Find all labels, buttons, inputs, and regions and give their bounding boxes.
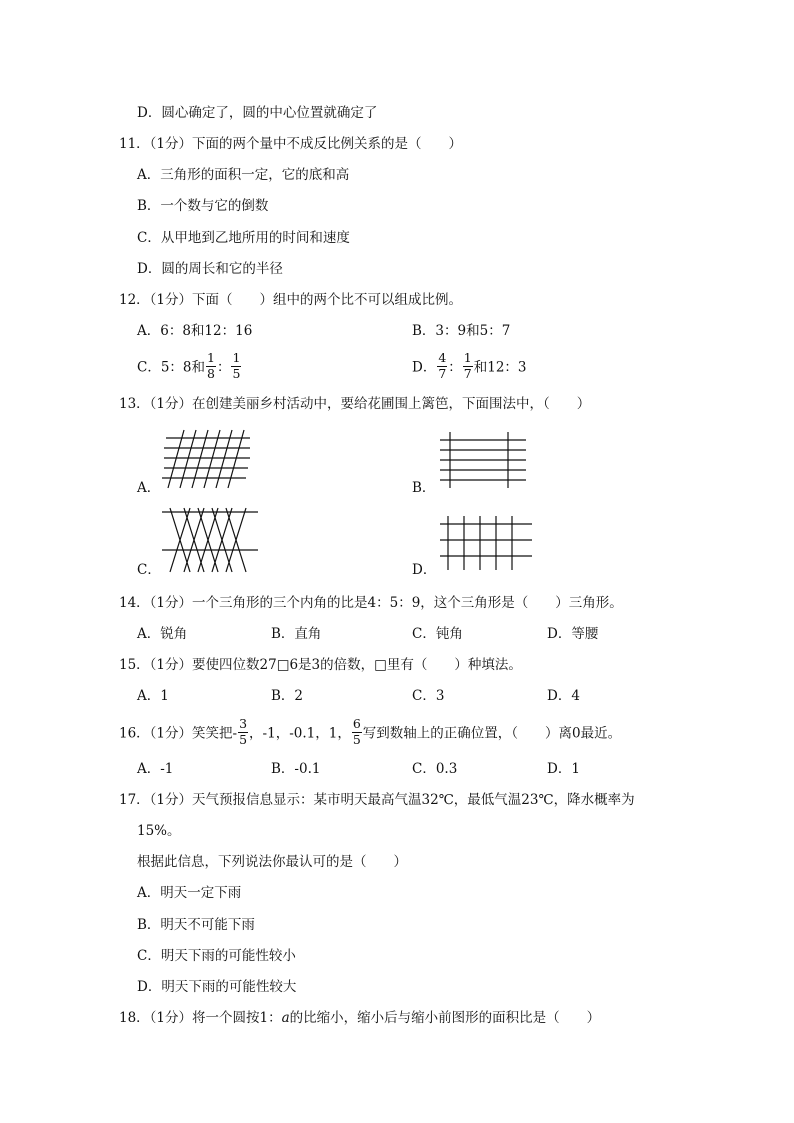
q14-option-d: D．等腰 <box>547 626 599 642</box>
q12-option-c-fraction-2: $\frac{1}{5}$ <box>232 350 241 381</box>
q13-figure-b <box>438 430 530 490</box>
q13-option-c-label: C． <box>137 562 161 578</box>
q15-option-a: A．1 <box>137 688 169 704</box>
q14-option-c: C．钝角 <box>412 626 463 642</box>
q13-figure-d <box>438 514 534 572</box>
q10-option-d: D．圆心确定了，圆的中心位置就确定了 <box>137 105 378 121</box>
q16-option-a: A．-1 <box>137 761 174 777</box>
q16-option-c: C．0.3 <box>412 761 458 777</box>
q16-option-d: D．1 <box>547 761 580 777</box>
q12-option-b: B．3：9和5：7 <box>412 323 511 339</box>
q16-fraction-1: $\frac{3}{5}$ <box>239 716 248 747</box>
q17-stem-line-3: 根据此信息，下列说法你最认可的是（ ） <box>137 854 407 870</box>
q15-option-b: B．2 <box>271 688 304 704</box>
q12-stem: 12．（1分）下面（ ）组中的两个比不可以组成比例。 <box>119 292 463 308</box>
q14-option-a: A．锐角 <box>137 626 188 642</box>
q17-stem-line-1: 17．（1分）天气预报信息显示：某市明天最高气温32℃，最低气温23℃，降水概率为 <box>119 792 635 808</box>
q17-stem-line-2: 15%。 <box>137 823 181 839</box>
q16-fraction-2: $\frac{6}{5}$ <box>352 716 361 747</box>
q16-stem: 16．（1分）笑笑把- $\frac{3}{5}$ ，-1，-0.1，1， $\frac{6}{5}$ 写到数轴上的正确位置，（ ）离0最近。 <box>119 716 622 747</box>
q12-option-d-fraction-1: $\frac{4}{7}$ <box>438 350 447 381</box>
q12-option-c-prefix: C．5：8和 <box>137 359 206 376</box>
q12-option-d: D． $\frac{4}{7}$ ： $\frac{1}{7}$ 和12：3 <box>412 350 527 381</box>
q14-stem: 14．（1分）一个三角形的三个内角的比是4：5：9，这个三角形是（ ）三角形。 <box>119 595 623 611</box>
q13-figure-a <box>160 426 254 492</box>
q15-option-d: D．4 <box>547 688 580 704</box>
q12-option-d-fraction-2: $\frac{1}{7}$ <box>463 350 472 381</box>
q12-option-c: C．5：8和 $\frac{1}{8}$ ： $\frac{1}{5}$ <box>137 350 241 381</box>
q13-option-d-label: D． <box>412 562 437 578</box>
q13-option-b-label: B． <box>412 480 436 496</box>
q13-option-a-label: A． <box>137 480 161 496</box>
q17-option-b: B．明天不可能下雨 <box>137 917 255 933</box>
q15-option-c: C．3 <box>412 688 445 704</box>
q18-variable: a <box>281 1010 290 1026</box>
q12-option-c-fraction-1: $\frac{1}{8}$ <box>207 350 215 381</box>
q12-option-a: A．6：8和12：16 <box>137 323 253 339</box>
q11-stem: 11．（1分）下面的两个量中不成反比例关系的是（ ） <box>119 136 463 152</box>
q15-stem: 15．（1分）要使四位数27□6是3的倍数，□里有（ ）种填法。 <box>119 657 522 673</box>
q17-option-c: C．明天下雨的可能性较小 <box>137 948 296 964</box>
q11-option-c: C．从甲地到乙地所用的时间和速度 <box>137 230 350 246</box>
q17-option-a: A．明天一定下雨 <box>137 885 242 901</box>
q18-stem: 18．（1分）将一个圆按1：a的比缩小，缩小后与缩小前图形的面积比是（ ） <box>119 1010 601 1026</box>
q14-option-b: B．直角 <box>271 626 322 642</box>
q13-figure-c <box>160 506 260 574</box>
q16-option-b: B．-0.1 <box>271 761 321 777</box>
q17-option-d: D．明天下雨的可能性较大 <box>137 979 297 995</box>
q11-option-b: B．一个数与它的倒数 <box>137 198 269 214</box>
q13-stem: 13．（1分）在创建美丽乡村活动中，要给花圃围上篱笆，下面围法中，（ ） <box>119 396 591 412</box>
q11-option-d: D．圆的周长和它的半径 <box>137 261 283 277</box>
q11-option-a: A．三角形的面积一定，它的底和高 <box>137 167 350 183</box>
